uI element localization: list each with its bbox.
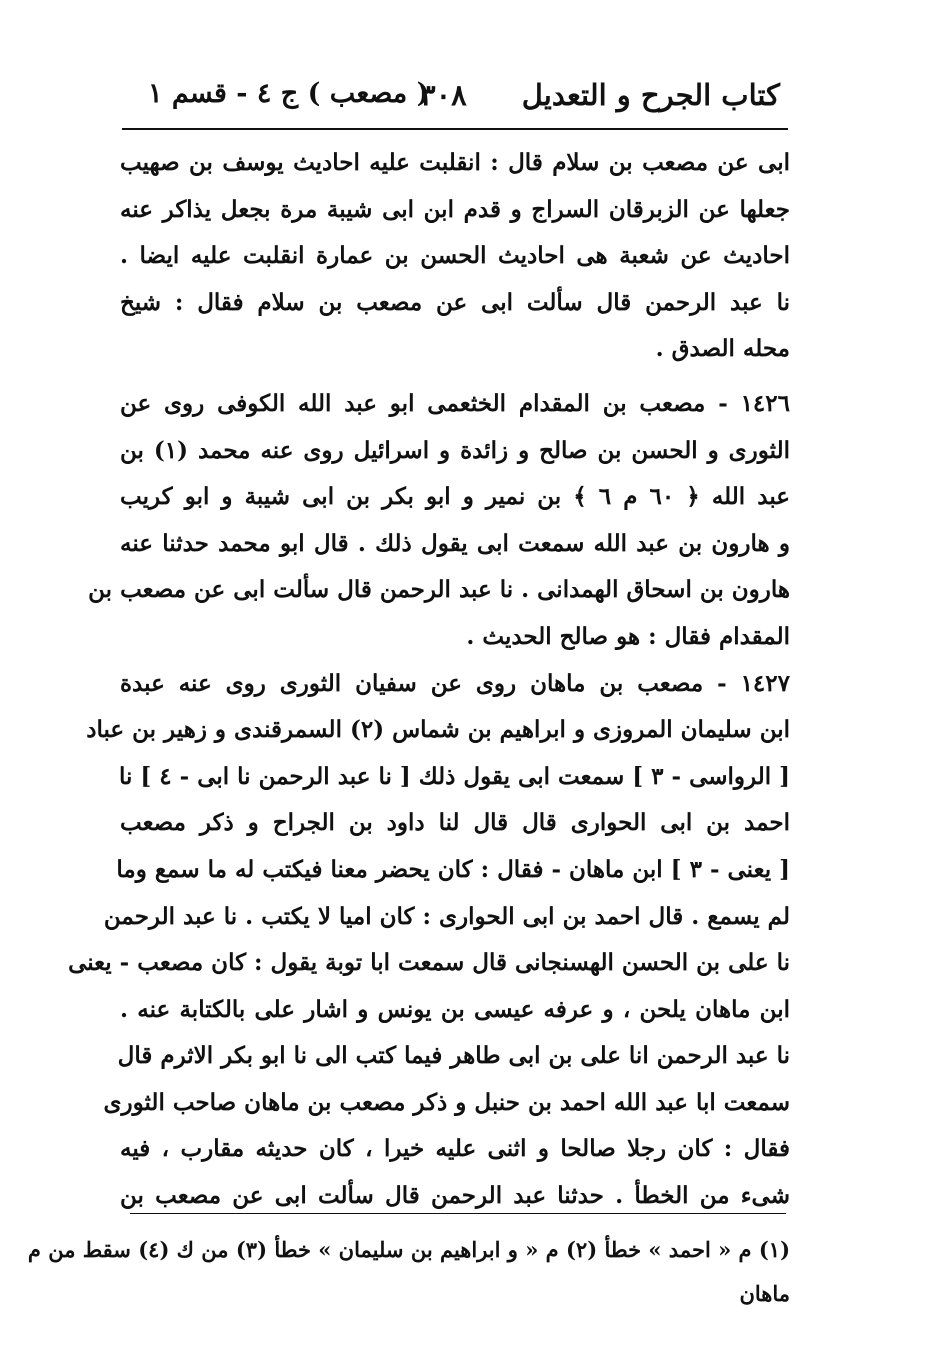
text-line: الثورى و الحسن بن صالح و زائدة و اسرائيل روى عنه محمد (١) بن [120,436,790,464]
text-line: شىء من الخطأ . حدثنا عبد الرحمن قال سألت ابى عن مصعب بن [120,1182,790,1210]
footnote-line: (١) م « احمد » خطأ (٢) م « و ابراهيم بن سليمان » خطأ (٣) من ك (٤) سقط من م [27,1237,790,1262]
text-line: [ الرواسى - ٣ ] سمعت ابى يقول ذلك [ نا عبد الرحمن نا ابى - ٤ ] نا [118,762,790,790]
text-line: نا عبد الرحمن قال سألت ابى عن مصعب بن سلام فقال : شيخ [120,288,790,316]
header-rule [122,128,788,130]
text-line: محله الصدق . [655,335,790,363]
text-line: نا عبد الرحمن انا على بن ابى طاهر فيما كتب الى نا ابو بكر الاثرم قال [117,1042,790,1070]
book-title: كتاب الجرح و التعديل [521,78,780,112]
text-line: هارون بن اسحاق الهمدانى . نا عبد الرحمن قال سألت ابى عن مصعب بن [88,576,790,604]
text-line: نا على بن الحسن الهسنجانى قال سمعت ابا توبة يقول : كان مصعب - يعنى [68,949,790,977]
footnotes [27,1228,790,1316]
text-line: جعلها عن الزبرقان السراج و قدم ابن ابى شيبة مرة بجعل يذاكر عنه [120,195,790,223]
footnote-rule [130,1213,786,1214]
page-header [120,74,790,124]
text-line: ابى عن مصعب بن سلام قال : انقلبت عليه احاديث يوسف بن صهيب [120,149,790,176]
volume-info: ( مصعب ) ج ٤ - قسم ١ [148,78,430,109]
text-line: و هارون بن عبد الله سمعت ابى يقول ذلك . قال ابو محمد حدثنا عنه [120,529,790,557]
text-line: عبد الله ﴿ ٦٠ م ٦ ﴾ بن نمير و ابو بكر بن ابى شيبة و ابو كريب [120,483,790,511]
text-line: ابن ماهان يلحن ، و عرفه عيسى بن يونس و اشار على بالكتابة عنه . [120,995,790,1023]
text-line: سمعت ابا عبد الله احمد بن حنبل و ذكر مصعب بن ماهان صاحب الثورى [103,1088,790,1116]
body-text [68,140,790,1220]
entry-1426-heading: ١٤٢٦ - مصعب بن المقدام الخثعمى ابو عبد الله الكوفى روى عن [120,389,790,417]
text-line: ابن سليمان المروزى و ابراهيم بن شماس (٢) السمرقندى و زهير بن عباد [86,716,790,744]
text-line: احاديث عن شعبة هى احاديث الحسن بن عمارة انقلبت عليه ايضا . [120,242,790,270]
page-number: ٣٠٨ [420,78,467,112]
entry-1427-heading: ١٤٢٧ - مصعب بن ماهان روى عن سفيان الثورى روى عنه عبدة [120,669,790,697]
text-line: لم يسمع . قال احمد بن ابى الحوارى : كان اميا لا يكتب . نا عبد الرحمن [103,902,790,930]
footnote-line: ماهان [739,1281,790,1306]
text-line: المقدام فقال : هو صالح الحديث . [466,622,790,650]
text-line: فقال : كان رجلا صالحا و اثنى عليه خيرا ، كان حديثه مقارب ، فيه [120,1135,790,1163]
text-line: [ يعنى - ٣ ] ابن ماهان - فقال : كان يحضر معنا فيكتب له ما سمع وما [116,855,790,883]
text-line: احمد بن ابى الحوارى قال قال لنا داود بن الجراح و ذكر مصعب [120,809,790,837]
